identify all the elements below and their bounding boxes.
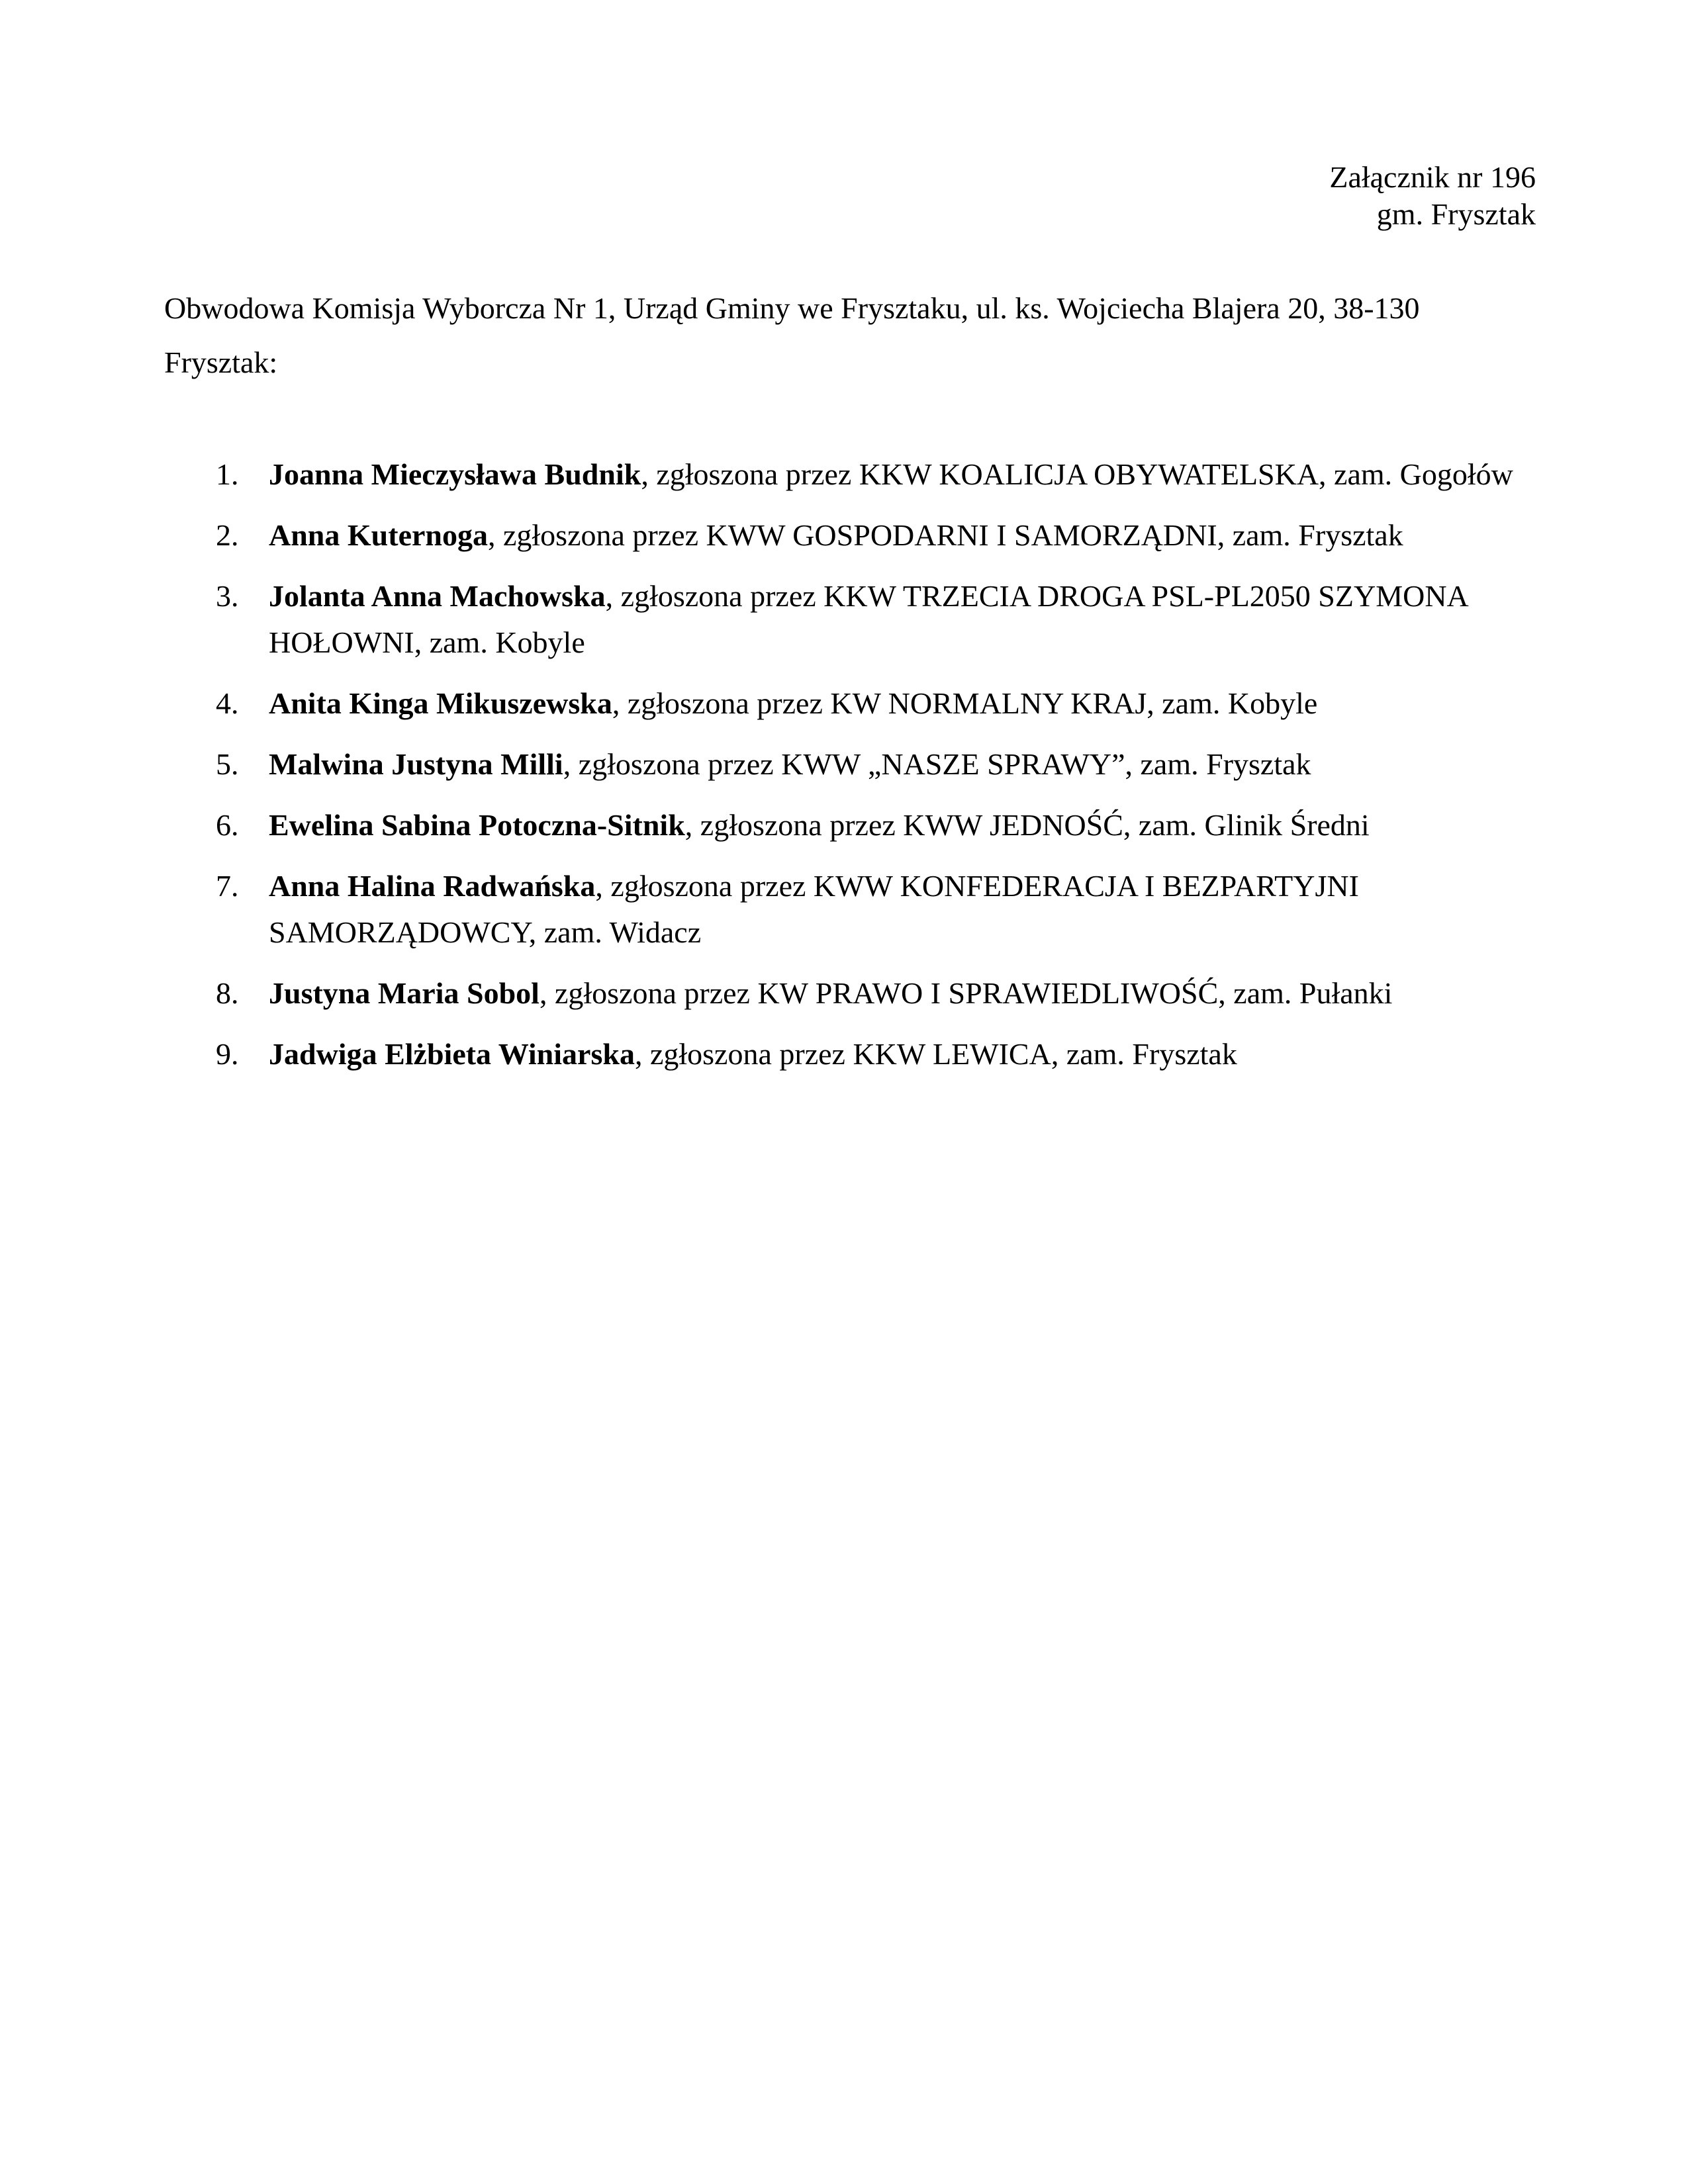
list-item: [164, 1031, 1536, 1077]
member-details: , zgłoszona przez KWW KONFEDERACJA I BEZPARTYJNI SAMORZĄDOWCY, zam. Widacz: [269, 869, 1359, 949]
member-list: [164, 451, 1536, 1092]
member-name: Jolanta Anna Machowska: [269, 579, 606, 613]
member-name: Malwina Justyna Milli: [269, 747, 563, 781]
member-details: , zgłoszona przez KKW TRZECIA DROGA PSL-PL2050 SZYMONA HOŁOWNI, zam. Kobyle: [269, 579, 1468, 659]
attachment-number: Załącznik nr 196: [1329, 160, 1536, 194]
member-name: Jadwiga Elżbieta Winiarska: [269, 1037, 635, 1071]
member-name: Ewelina Sabina Potoczna-Sitnik: [269, 808, 685, 842]
member-details: , zgłoszona przez KWW GOSPODARNI I SAMORZĄDNI, zam. Frysztak: [487, 518, 1403, 552]
member-name: Joanna Mieczysława Budnik: [269, 457, 641, 491]
member-name: Anita Kinga Mikuszewska: [269, 686, 612, 720]
member-details: , zgłoszona przez KWW JEDNOŚĆ, zam. Glinik Średni: [684, 808, 1370, 842]
member-details: , zgłoszona przez KKW KOALICJA OBYWATELSKA, zam. Gogołów: [641, 457, 1513, 491]
commune-name: gm. Frysztak: [1376, 197, 1536, 231]
member-name: Anna Halina Radwańska: [269, 869, 596, 903]
list-number: 6.: [216, 808, 239, 842]
list-number: 3.: [216, 579, 239, 613]
document-header: [1329, 159, 1536, 233]
commission-address: Obwodowa Komisja Wyborcza Nr 1, Urząd Gminy we Frysztaku, ul. ks. Wojciecha Blajera 20, 38-130 Frysztak:: [164, 291, 1420, 379]
list-number: 4.: [216, 686, 239, 720]
member-name: Anna Kuternoga: [269, 518, 488, 552]
list-item: [164, 512, 1536, 559]
member-details: , zgłoszona przez KW NORMALNY KRAJ, zam. Kobyle: [612, 686, 1318, 720]
list-number: 9.: [216, 1037, 239, 1071]
list-item: [164, 680, 1536, 727]
list-item: [164, 741, 1536, 788]
member-details: , zgłoszona przez KW PRAWO I SPRAWIEDLIWOŚĆ, zam. Pułanki: [539, 976, 1393, 1010]
member-name: Justyna Maria Sobol: [269, 976, 539, 1010]
list-number: 2.: [216, 518, 239, 552]
list-number: 1.: [216, 457, 239, 491]
list-item: [164, 451, 1536, 498]
list-number: 7.: [216, 869, 239, 903]
list-item: [164, 863, 1536, 956]
list-item: [164, 573, 1536, 666]
list-item: [164, 802, 1536, 848]
list-number: 8.: [216, 976, 239, 1010]
member-details: , zgłoszona przez KKW LEWICA, zam. Frysztak: [634, 1037, 1237, 1071]
member-details: , zgłoszona przez KWW „NASZE SPRAWY”, zam. Frysztak: [563, 747, 1311, 781]
list-item: [164, 970, 1536, 1017]
list-number: 5.: [216, 747, 239, 781]
